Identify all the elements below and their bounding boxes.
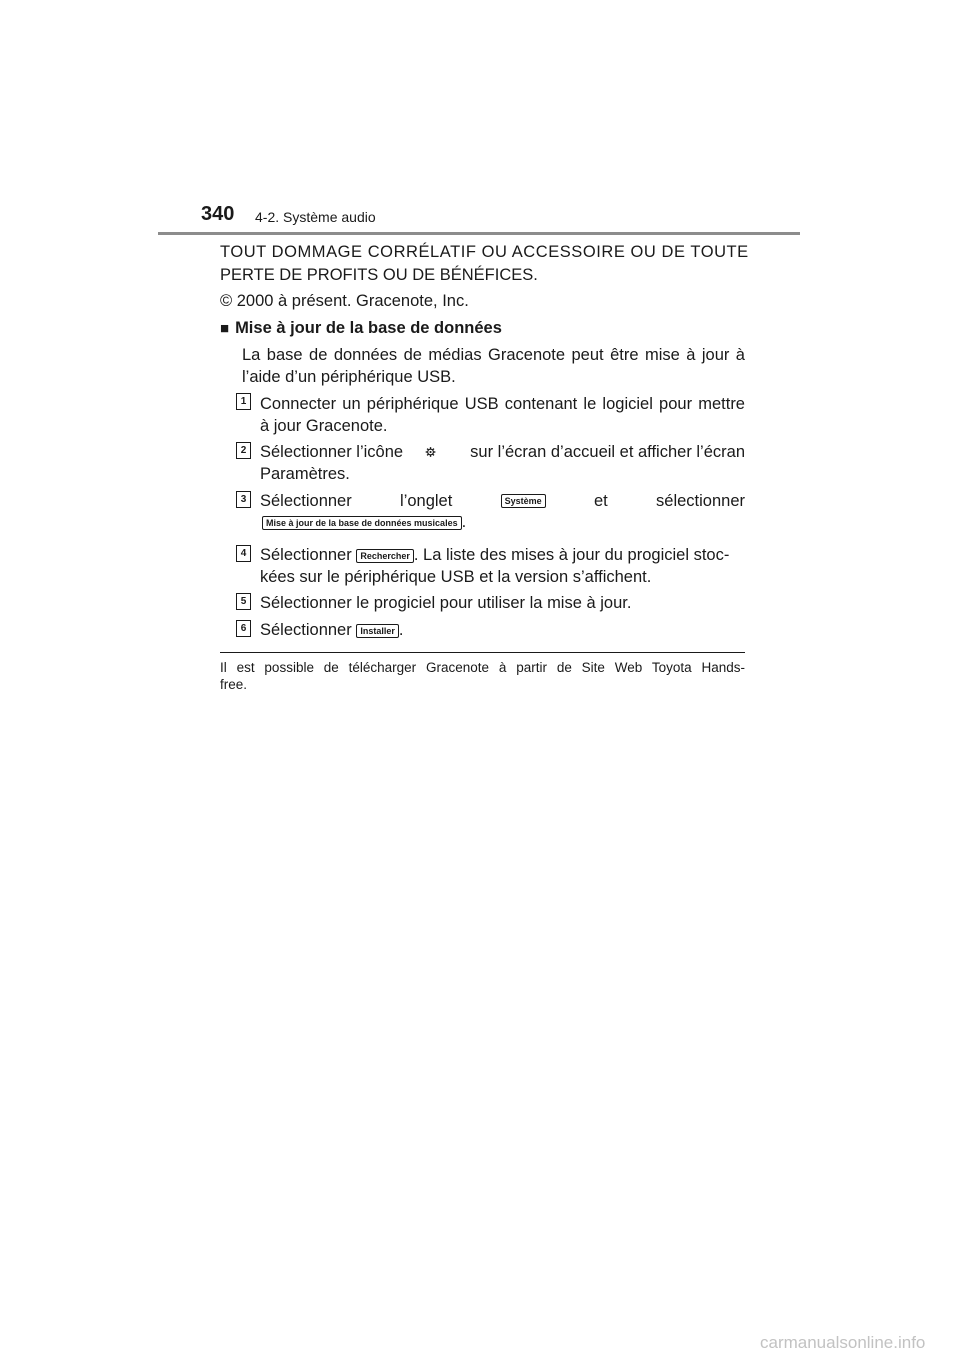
step-number-6: 6 bbox=[236, 620, 251, 637]
copyright: © 2000 à présent. Gracenote, Inc. bbox=[220, 292, 469, 310]
step-1-line-2: à jour Gracenote. bbox=[260, 417, 388, 435]
installer-button[interactable]: Installer bbox=[356, 624, 399, 638]
systeme-tab-button[interactable]: Système bbox=[501, 494, 546, 508]
rechercher-button[interactable]: Rechercher bbox=[356, 549, 414, 563]
page-number: 340 bbox=[201, 203, 235, 225]
step-number-2: 2 bbox=[236, 442, 251, 459]
step-2-line-1 bbox=[260, 441, 745, 463]
heading-text: Mise à jour de la base de données bbox=[235, 319, 502, 337]
step-4-text-before: Sélectionner bbox=[260, 546, 352, 564]
step-6-text-after: . bbox=[398, 621, 404, 639]
note-line-1: Il est possible de télécharger Gracenote à partir de Site Web Toyota Hands- bbox=[220, 660, 745, 675]
step-3-word-3: et bbox=[593, 492, 608, 510]
step-3-line-1 bbox=[260, 490, 745, 512]
step-3-end: . bbox=[461, 513, 467, 531]
step-3-line-2 bbox=[262, 511, 466, 533]
step-4-line-2: kées sur le périphérique USB et la version s’affichent. bbox=[260, 568, 652, 586]
note-line-2: free. bbox=[220, 677, 248, 692]
intro-line-2: l’aide d’un périphérique USB. bbox=[242, 368, 456, 386]
step-3-word-1: Sélectionner bbox=[260, 492, 352, 510]
section-title: 4-2. Système audio bbox=[255, 209, 376, 225]
step-6-line bbox=[260, 619, 403, 641]
step-6-text-before: Sélectionner bbox=[260, 621, 352, 639]
step-2-text-before: Sélectionner l’icône bbox=[260, 443, 404, 461]
step-number-5: 5 bbox=[236, 593, 251, 610]
heading-marker: ■ bbox=[220, 320, 230, 337]
step-number-1: 1 bbox=[236, 393, 251, 410]
step-4-line-1 bbox=[260, 544, 729, 566]
step-3-word-4: sélectionner bbox=[656, 492, 745, 510]
intro-line-1: La base de données de médias Gracenote peut être mise à jour à bbox=[242, 346, 745, 364]
disclaimer-line-1: TOUT DOMMAGE CORRÉLATIF OU ACCESSOIRE OU DE TOUTE bbox=[220, 243, 749, 261]
step-number-3: 3 bbox=[236, 491, 251, 508]
header-divider bbox=[158, 232, 800, 235]
step-2-line-2: Paramètres. bbox=[260, 465, 350, 483]
step-2-text-after: sur l’écran d’accueil et afficher l’écran bbox=[470, 443, 745, 461]
step-1-line-1: Connecter un périphérique USB contenant le logiciel pour mettre bbox=[260, 395, 745, 413]
section-heading bbox=[220, 317, 502, 340]
step-3-word-2: l’onglet bbox=[400, 492, 453, 510]
music-database-update-button[interactable]: Mise à jour de la base de données musicales bbox=[262, 516, 462, 530]
gear-icon bbox=[425, 441, 436, 463]
step-5-line: Sélectionner le progiciel pour utiliser la mise à jour. bbox=[260, 594, 632, 612]
watermark: carmanualsonline.info bbox=[760, 1333, 926, 1352]
disclaimer-line-2: PERTE DE PROFITS OU DE BÉNÉFICES. bbox=[220, 266, 538, 284]
note-divider bbox=[220, 652, 745, 653]
step-4-text-after: . La liste des mises à jour du progiciel stoc- bbox=[413, 546, 730, 564]
step-number-4: 4 bbox=[236, 545, 251, 562]
